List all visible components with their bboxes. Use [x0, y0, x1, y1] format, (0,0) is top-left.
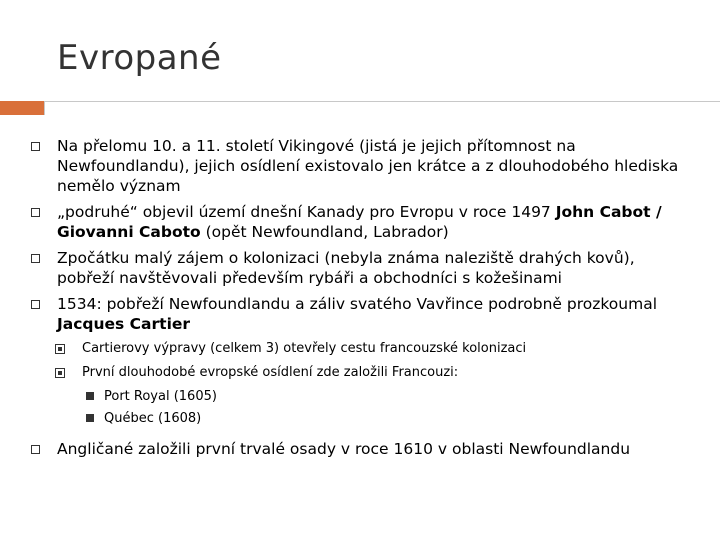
title-divider [44, 101, 720, 115]
bullet-text-bold: John Cabot / Giovanni Caboto [57, 203, 662, 241]
bullet-text: Na přelomu 10. a 11. století Vikingové (jistá je jejich přítomnost na Newfoundlandu), jejich osídlení existovalo jen krátce a z dlouhodobého hlediska nemělo význam [57, 137, 679, 195]
bullet-item [31, 294, 691, 334]
bullet-list [31, 136, 691, 465]
accent-bar [0, 101, 44, 115]
bullet-text: Zpočátku malý zájem o kolonizaci (nebyla známa naleziště drahých kovů), pobřeží navštěvovali především rybáři a obchodníci s kožešinami [57, 249, 635, 287]
sub-bullet-item [55, 364, 691, 382]
bullet-item [31, 439, 691, 459]
bullet-text: Angličané založili první trvalé osady v roce 1610 v oblasti Newfoundlandu [57, 440, 631, 458]
sub-bullet-item [55, 340, 691, 358]
bullet-item [31, 136, 691, 196]
solid-square-bullet-icon [86, 414, 94, 422]
square-bullet-icon [31, 208, 40, 217]
sub-sub-bullet-text: Port Royal (1605) [104, 389, 217, 404]
solid-square-bullet-icon [86, 392, 94, 400]
square-bullet-icon [31, 142, 40, 151]
bullet-item [31, 202, 691, 242]
bullet-text-part: „podruhé“ objevil území dnešní Kanady pro Evropu v roce 1497 [57, 203, 556, 221]
square-bullet-icon [31, 300, 40, 309]
bullet-text-bold: Jacques Cartier [57, 315, 191, 333]
slide-title: Evropané [57, 38, 222, 78]
square-bullet-icon [31, 254, 40, 263]
filled-square-bullet-icon [55, 368, 65, 378]
sub-sub-bullet-item [86, 410, 691, 427]
sub-bullet-text: Cartierovy výpravy (celkem 3) otevřely cestu francouzské kolonizaci [82, 341, 527, 356]
sub-bullet-text: První dlouhodobé evropské osídlení zde založili Francouzi: [82, 365, 459, 380]
divider-tick [44, 101, 45, 115]
sub-sub-bullet-text: Québec (1608) [104, 411, 202, 426]
bullet-text [57, 294, 691, 334]
filled-square-bullet-icon [55, 344, 65, 354]
bullet-text-part: 1534: pobřeží Newfoundlandu a záliv svatého Vavřince podrobně prozkoumal [57, 295, 657, 313]
sub-bullet-list [31, 340, 691, 427]
square-bullet-icon [31, 445, 40, 454]
sub-sub-bullet-item [86, 388, 691, 405]
bullet-text-part: (opět Newfoundland, Labrador) [200, 223, 449, 241]
bullet-item [31, 248, 691, 288]
bullet-text [57, 202, 691, 242]
